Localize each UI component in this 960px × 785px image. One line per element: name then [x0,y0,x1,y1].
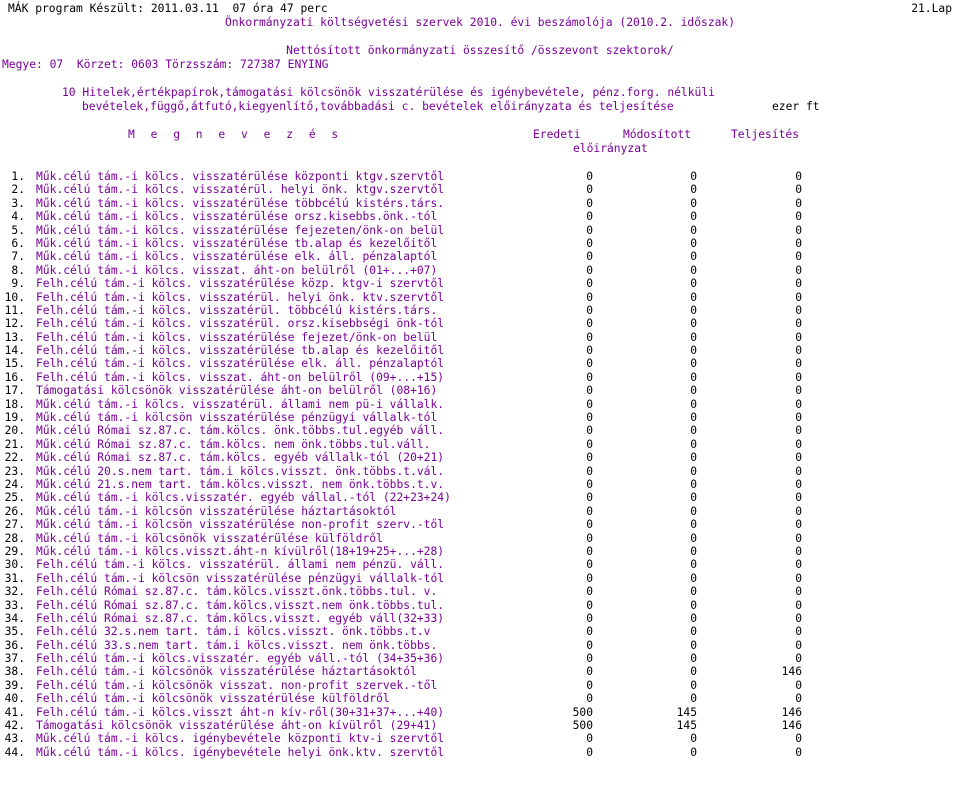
table-row [0,518,960,531]
value-modified: 145 [676,705,697,719]
row-number: 23. [4,464,25,478]
table-row [0,612,960,625]
value-original: 500 [572,705,593,719]
row-label: Felh.célú tám.-i kölcs. visszatérül. orsz.kisebbségi önk-tól [36,317,445,331]
value-actual: 146 [781,665,802,679]
row-label: Műk.célú tám.-i kölcs. visszatérülése központi ktgv.szervtől [36,170,445,183]
value-original: 0 [586,290,593,304]
row-label: Felh.célú tám.-i kölcs.visszatér. egyéb váll.-tól (34+35+36) [36,652,445,666]
value-modified: 0 [690,544,697,558]
value-original: 0 [586,344,593,358]
value-actual: 0 [795,638,802,652]
row-label: Műk.célú Római sz.87.c. tám.kölcs. egyéb vállalk-tól (20+21) [36,451,445,465]
row-label: Műk.célú tám.-i kölcs. visszatérülése tb.alap és kezelőitől [36,236,438,250]
value-original: 0 [586,210,593,224]
value-original: 0 [586,625,593,639]
row-label: Támogatási kölcsönök visszatérülése áht-on belülről (08+16) [36,384,438,398]
value-modified: 0 [690,277,697,291]
table-row [0,532,960,545]
column-header-modified: Módosított [623,128,692,141]
row-label: Műk.célú Római sz.87.c. tám.kölcs. önk.többs.tul.egyéb váll. [36,424,445,438]
table-row [0,344,960,357]
row-label: Felh.célú tám.-i kölcs. visszatérülése közp. ktgv-i szervtől [36,277,445,291]
value-modified: 0 [690,571,697,585]
row-label: Műk.célú tám.-i kölcs. visszatérülése orsz.kisebbs.önk.-tól [36,210,438,224]
value-actual: 0 [795,330,802,344]
value-original: 0 [586,611,593,625]
row-number: 35. [4,625,25,639]
value-modified: 0 [690,652,697,666]
table-row [0,183,960,196]
value-actual: 0 [795,464,802,478]
row-number: 16. [4,370,25,384]
table-row [0,317,960,330]
column-header-original: Eredeti [533,128,581,141]
row-label: Műk.célú tám.-i kölcsön visszatérülése pénzügyi vállalk-tól [36,411,438,425]
unit-label: ezer ft [772,100,820,113]
row-label: Felh.célú tám.-i kölcsön visszatérülése pénzügyi vállalk-tól [36,571,445,585]
table-row [0,384,960,397]
value-original: 0 [586,477,593,491]
value-actual: 0 [795,236,802,250]
row-number: 20. [4,424,25,438]
row-number: 7. [11,250,25,264]
report-subtitle: Nettósított önkormányzati összesítő /összevont szektorok/ [286,44,674,57]
value-modified: 0 [690,678,697,692]
value-actual: 0 [795,611,802,625]
table-row [0,424,960,437]
value-modified: 0 [690,491,697,505]
table-row [0,438,960,451]
row-number: 10. [4,290,25,304]
row-label: Felh.célú tám.-i kölcs. visszatérülése fejezet/önk-on belül [36,330,438,344]
value-original: 0 [586,598,593,612]
value-actual: 0 [795,290,802,304]
value-modified: 0 [690,598,697,612]
value-original: 0 [586,451,593,465]
value-actual: 0 [795,303,802,317]
row-label: Műk.célú 21.s.nem tart. tám.kölcs.visszt. nem önk.többs.t.v. [36,477,445,491]
value-original: 0 [586,263,593,277]
row-label: Műk.célú Római sz.87.c. tám.kölcs. nem önk.többs.tul.váll. [36,437,431,451]
row-number: 22. [4,451,25,465]
value-original: 0 [586,544,593,558]
row-number: 18. [4,397,25,411]
value-original: 0 [586,745,593,759]
value-original: 0 [586,571,593,585]
row-number: 26. [4,504,25,518]
table-row [0,357,960,370]
value-modified: 0 [690,317,697,331]
value-modified: 0 [690,665,697,679]
value-modified: 0 [690,210,697,224]
row-number: 28. [4,531,25,545]
value-actual: 0 [795,504,802,518]
value-modified: 0 [690,504,697,518]
value-actual: 0 [795,692,802,706]
row-number: 31. [4,571,25,585]
table-row [0,505,960,518]
value-original: 0 [586,692,593,706]
row-number: 2. [11,183,25,197]
value-actual: 0 [795,732,802,746]
row-label: Felh.célú tám.-i kölcs. visszatérül. többcélú kistérs.társ. [36,303,438,317]
value-actual: 0 [795,344,802,358]
value-original: 0 [586,170,593,183]
value-original: 0 [586,652,593,666]
table-row [0,639,960,652]
table-row [0,250,960,263]
value-original: 0 [586,437,593,451]
row-number: 32. [4,585,25,599]
row-number: 43. [4,732,25,746]
value-original: 0 [586,678,593,692]
value-original: 0 [586,491,593,505]
table-row [0,652,960,665]
value-actual: 0 [795,518,802,532]
column-header-actual: Teljesítés [731,128,800,141]
value-original: 0 [586,357,593,371]
row-label: Felh.célú tám.-i kölcs. visszatérülése tb.alap és kezelőitől [36,344,445,358]
value-modified: 0 [690,236,697,250]
row-number: 1. [11,170,25,183]
table-row [0,545,960,558]
row-label: Felh.célú Római sz.87.c. tám.kölcs.visszt. egyéb váll(32+33) [36,611,445,625]
value-actual: 0 [795,170,802,183]
table-row [0,692,960,705]
row-number: 5. [11,223,25,237]
row-label: Felh.célú tám.-i kölcsönök visszat. non-profit szervek.-től [36,678,438,692]
value-modified: 0 [690,477,697,491]
value-actual: 0 [795,652,802,666]
value-original: 0 [586,250,593,264]
table-row [0,224,960,237]
table-row [0,465,960,478]
value-modified: 0 [690,437,697,451]
row-number: 27. [4,518,25,532]
table-row [0,572,960,585]
row-label: Műk.célú tám.-i kölcs.visszatér. egyéb vállal.-tól (22+23+24) [36,491,451,505]
value-modified: 0 [690,263,697,277]
row-label: Támogatási kölcsönök visszatérülése áht-on kívülről (29+41) [36,719,438,733]
value-actual: 0 [795,384,802,398]
row-number: 36. [4,638,25,652]
row-number: 40. [4,692,25,706]
table-row [0,237,960,250]
row-label: Műk.célú tám.-i kölcs. visszat. áht-on belülről (01+...+07) [36,263,438,277]
row-number: 12. [4,317,25,331]
table-row [0,746,960,759]
table-row [0,719,960,732]
table-row [0,277,960,290]
row-number: 37. [4,652,25,666]
value-actual: 146 [781,719,802,733]
value-modified: 0 [690,397,697,411]
table-row [0,478,960,491]
row-label: Műk.célú tám.-i kölcsönök visszatérülése külföldről [36,531,383,545]
value-original: 0 [586,330,593,344]
row-number: 41. [4,705,25,719]
value-original: 0 [586,384,593,398]
row-number: 13. [4,330,25,344]
table-row [0,558,960,571]
row-label: Műk.célú tám.-i kölcs. visszatérülése fejezeten/önk-on belül [36,223,445,237]
value-modified: 0 [690,745,697,759]
value-original: 0 [586,531,593,545]
row-label: Felh.célú tám.-i kölcs.visszt áht-n kív-ről(30+31+37+...+40) [36,705,445,719]
value-modified: 0 [690,290,697,304]
value-actual: 0 [795,397,802,411]
value-modified: 0 [690,531,697,545]
value-actual: 0 [795,424,802,438]
row-number: 33. [4,598,25,612]
row-number: 34. [4,611,25,625]
row-label: Felh.célú tám.-i kölcs. visszatérülése elk. áll. pénzalaptól [36,357,445,371]
value-actual: 0 [795,437,802,451]
value-original: 0 [586,558,593,572]
value-original: 0 [586,223,593,237]
value-actual: 0 [795,263,802,277]
value-original: 500 [572,719,593,733]
table-row [0,371,960,384]
value-modified: 0 [690,370,697,384]
table-row [0,679,960,692]
value-actual: 0 [795,357,802,371]
row-label: Műk.célú tám.-i kölcs. igénybevétele helyi önk.ktv. szervtől [36,745,445,759]
value-modified: 0 [690,196,697,210]
table-row [0,170,960,183]
row-label: Műk.célú tám.-i kölcs. visszatérülése többcélú kistérs.társ. [36,196,445,210]
value-actual: 0 [795,558,802,572]
row-number: 30. [4,558,25,572]
row-number: 42. [4,719,25,733]
value-modified: 0 [690,732,697,746]
value-modified: 0 [690,303,697,317]
row-number: 11. [4,303,25,317]
report-title: Önkormányzati költségvetési szervek 2010. évi beszámolója (2010.2. időszak) [224,16,736,29]
value-modified: 0 [690,183,697,197]
value-original: 0 [586,464,593,478]
value-actual: 0 [795,317,802,331]
value-actual: 0 [795,250,802,264]
value-original: 0 [586,585,593,599]
value-modified: 0 [690,611,697,625]
value-actual: 0 [795,544,802,558]
row-number: 6. [11,236,25,250]
row-label: Felh.célú tám.-i kölcsönök visszatérülése háztartásoktól [36,665,417,679]
value-actual: 0 [795,531,802,545]
value-original: 0 [586,370,593,384]
value-actual: 0 [795,678,802,692]
value-original: 0 [586,277,593,291]
page-label: 21.Lap [911,2,952,15]
value-actual: 0 [795,210,802,224]
value-modified: 145 [676,719,697,733]
row-number: 21. [4,437,25,451]
value-actual: 0 [795,571,802,585]
section-description-line2: bevételek,függő,átfutó,kiegyenlítő,továbbadási c. bevételek előirányzata és teljesítése [82,100,674,113]
row-label: Felh.célú 33.s.nem tart. tám.i kölcs.visszt. nem önk.többs. [36,638,438,652]
value-actual: 0 [795,745,802,759]
row-number: 9. [11,277,25,291]
table-row [0,732,960,745]
value-modified: 0 [690,638,697,652]
value-modified: 0 [690,518,697,532]
value-actual: 0 [795,370,802,384]
row-label: Felh.célú tám.-i kölcsönök visszatérülése külföldről [36,692,390,706]
table-row [0,599,960,612]
table-row [0,625,960,638]
value-modified: 0 [690,451,697,465]
value-original: 0 [586,411,593,425]
section-description-line1: 10 Hitelek,értékpapírok,támogatási kölcsönök visszatérülése és igénybevétele, pénz.forg. nélküli [62,86,715,99]
data-table [0,170,960,759]
table-row [0,585,960,598]
value-actual: 0 [795,491,802,505]
row-number: 17. [4,384,25,398]
table-row [0,291,960,304]
value-original: 0 [586,504,593,518]
row-label: Felh.célú Római sz.87.c. tám.kölcs.visszt.nem önk.többs.tul. [36,598,445,612]
value-original: 0 [586,183,593,197]
value-original: 0 [586,317,593,331]
value-actual: 0 [795,223,802,237]
value-modified: 0 [690,384,697,398]
table-row [0,411,960,424]
value-modified: 0 [690,223,697,237]
value-original: 0 [586,303,593,317]
value-original: 0 [586,518,593,532]
value-modified: 0 [690,558,697,572]
value-original: 0 [586,732,593,746]
value-original: 0 [586,665,593,679]
value-original: 0 [586,424,593,438]
value-original: 0 [586,196,593,210]
row-number: 25. [4,491,25,505]
row-number: 8. [11,263,25,277]
row-label: Műk.célú tám.-i kölcs. visszatérül. állami nem pü-i vállalk. [36,397,445,411]
row-label: Felh.célú Római sz.87.c. tám.kölcs.visszt.önk.többs.tul. v. [36,585,438,599]
table-row [0,331,960,344]
row-number: 24. [4,477,25,491]
value-actual: 0 [795,277,802,291]
row-label: Felh.célú tám.-i kölcs. visszat. áht-on belülről (09+...+15) [36,370,445,384]
value-actual: 0 [795,196,802,210]
row-number: 39. [4,678,25,692]
row-number: 44. [4,745,25,759]
value-original: 0 [586,236,593,250]
table-row [0,665,960,678]
value-actual: 0 [795,183,802,197]
value-original: 0 [586,638,593,652]
row-number: 29. [4,544,25,558]
value-actual: 0 [795,625,802,639]
value-modified: 0 [690,464,697,478]
row-label: Felh.célú tám.-i kölcs. visszatérül. helyi önk. ktv.szervtől [36,290,445,304]
value-modified: 0 [690,344,697,358]
row-number: 4. [11,210,25,224]
row-number: 15. [4,357,25,371]
program-line: MÁK program Készült: 2011.03.11 07 óra 47 perc [8,2,328,15]
value-modified: 0 [690,170,697,183]
column-header-original-line2: előirányzat [573,142,648,155]
value-actual: 0 [795,585,802,599]
value-actual: 0 [795,451,802,465]
table-row [0,451,960,464]
row-label: Műk.célú tám.-i kölcs. visszatérülése elk. áll. pénzalaptól [36,250,438,264]
table-row [0,491,960,504]
value-modified: 0 [690,625,697,639]
value-modified: 0 [690,692,697,706]
table-row [0,304,960,317]
value-modified: 0 [690,357,697,371]
row-number: 19. [4,411,25,425]
value-actual: 0 [795,411,802,425]
value-modified: 0 [690,585,697,599]
value-original: 0 [586,397,593,411]
value-modified: 0 [690,250,697,264]
value-modified: 0 [690,424,697,438]
table-row [0,264,960,277]
value-actual: 0 [795,598,802,612]
row-number: 3. [11,196,25,210]
value-actual: 146 [781,705,802,719]
value-modified: 0 [690,330,697,344]
row-label: Felh.célú tám.-i kölcs. visszatérül. állami nem pénzü. váll. [36,558,445,572]
row-label: Felh.célú 32.s.nem tart. tám.i kölcs.visszt. önk.többs.t.v [36,625,431,639]
value-actual: 0 [795,477,802,491]
row-number: 38. [4,665,25,679]
row-label: Műk.célú tám.-i kölcs. visszatérül. helyi önk. ktgv.szervtől [36,183,445,197]
table-row [0,398,960,411]
row-label: Műk.célú tám.-i kölcsön visszatérülése háztartásoktól [36,504,397,518]
table-row [0,210,960,223]
row-label: Műk.célú 20.s.nem tart. tám.i kölcs.visszt. önk.többs.t.vál. [36,464,445,478]
table-row [0,197,960,210]
meta-line: Megye: 07 Körzet: 0603 Törzsszám: 727387 ENYING [2,58,329,71]
row-label: Műk.célú tám.-i kölcsön visszatérülése non-profit szerv.-től [36,518,445,532]
row-number: 14. [4,344,25,358]
table-row [0,706,960,719]
value-modified: 0 [690,411,697,425]
column-header-name: M e g n e v e z é s [128,128,343,141]
row-label: Műk.célú tám.-i kölcs. igénybevétele központi ktv-i szervtől [36,732,445,746]
row-label: Műk.célú tám.-i kölcs.visszt.áht-n kívülről(18+19+25+...+28) [36,544,445,558]
